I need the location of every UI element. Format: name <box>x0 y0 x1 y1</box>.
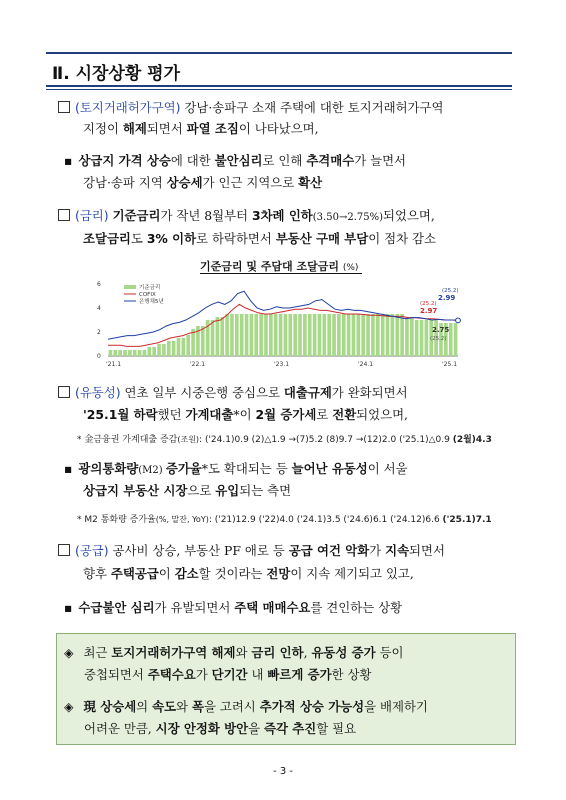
bar-base-rate <box>157 344 161 356</box>
bar-base-rate <box>177 338 181 356</box>
bar-base-rate <box>225 314 229 356</box>
bar-base-rate <box>264 314 268 356</box>
y-tick-label: 6 <box>97 281 101 288</box>
title-rule-top <box>46 52 512 54</box>
bar-base-rate <box>454 323 458 356</box>
bar-base-rate <box>109 350 113 356</box>
bar-base-rate <box>230 314 234 356</box>
checkbox-square-icon <box>58 209 70 221</box>
legend-label: 은행채5년 <box>139 299 164 305</box>
p4-line2: 향후 주택공급이 감소할 것이라는 전망이 지속 제기되고 있고, <box>83 566 414 581</box>
p4-bullet-line1: ▪ 수급불안 심리가 유발되면서 주택 매매수요를 견인하는 상황 <box>64 600 403 615</box>
y-tick-label: 0 <box>97 353 101 360</box>
chart-title: 기준금리 및 주담대 조달금리 (%) <box>200 260 359 273</box>
bar-base-rate <box>113 350 117 356</box>
p3-note1: * 金금융권 가계대출 증감(조원): ('24.1)0.9 (2)△1.9 →(7)5.2 (8)9.7 →(12)2.0 ('25.1)△0.9 (2월)4.3 <box>77 435 492 445</box>
bar-base-rate <box>240 314 244 356</box>
p3-note2: * M2 통화량 증가율(%, 말잔, YoY): ('21)12.9 ('22)4.0 ('24.1)3.5 ('24.6)6.1 ('24.12)6.6 ('25.1)7.1 <box>77 515 492 525</box>
rate-chart <box>88 276 466 378</box>
bar-base-rate <box>449 323 453 356</box>
annotation-bond-value: 2.99 <box>438 294 456 302</box>
bar-base-rate <box>371 314 375 356</box>
p2-line1: (금리) 기준금리가 작년 8월부터 3차례 인하(3.50→2.75%)되었으며, <box>58 208 435 226</box>
bar-base-rate <box>259 314 263 356</box>
bar-base-rate <box>269 314 273 356</box>
x-tick-label: '21.1 <box>106 361 122 368</box>
bar-base-rate <box>147 347 151 356</box>
annotation-base-value: 2.75 <box>432 326 450 334</box>
p3-line2: '25.1월 하락했던 가계대출*이 2월 증가세로 전환되었으며, <box>83 407 408 422</box>
bar-base-rate <box>182 338 186 356</box>
checkbox-square-icon <box>58 386 70 398</box>
p3-line1: (유동성) 연초 일부 시중은행 중심으로 대출규제가 완화되면서 <box>58 385 408 401</box>
square-bullet-icon: ▪ <box>64 600 73 615</box>
x-tick-label: '25.1 <box>442 361 458 368</box>
bar-base-rate <box>391 314 395 356</box>
p1-bullet-line2: 강남·송파 지역 상승세가 인근 지역으로 확산 <box>83 175 323 190</box>
bar-base-rate <box>250 314 254 356</box>
bar-base-rate <box>376 314 380 356</box>
bar-base-rate <box>327 314 331 356</box>
y-tick-label: 4 <box>97 305 101 312</box>
y-tick-label: 2 <box>97 329 101 336</box>
legend-label: COFIX <box>139 292 156 298</box>
square-bullet-icon: ▪ <box>64 461 73 476</box>
p1-line2: 지정이 해제되면서 파열 조짐이 나타났으며, <box>83 121 319 136</box>
section-title: Ⅱ. 시장상황 평가 <box>52 64 181 84</box>
bar-base-rate <box>366 314 370 356</box>
bar-base-rate <box>313 314 317 356</box>
x-tick-label: '22.1 <box>190 361 206 368</box>
box-item1-line1: ◈ 최근 토지거래허가구역 해제와 금리 인하, 유동성 증가 등이 <box>64 645 404 660</box>
annotation-date: (25.2) <box>420 301 437 307</box>
p1-bullet-line1: ▪ 상급지 가격 상승에 대한 불안심리로 인해 추격매수가 늘면서 <box>64 153 407 168</box>
bar-base-rate <box>211 320 215 356</box>
bar-base-rate <box>400 314 404 356</box>
chart-title-underline <box>200 273 362 274</box>
box-item2-line2: 어려운 만큼, 시장 안정화 방안을 즉각 추진할 필요 <box>84 721 357 736</box>
square-bullet-icon: ▪ <box>64 153 73 168</box>
diamond-icon: ◈ <box>64 645 74 660</box>
bar-base-rate <box>293 314 297 356</box>
bar-base-rate <box>133 350 137 356</box>
title-rule-bottom <box>46 85 512 87</box>
bar-base-rate <box>152 347 156 356</box>
bar-base-rate <box>410 317 414 356</box>
bar-base-rate <box>118 350 122 356</box>
bar-base-rate <box>216 317 220 356</box>
bar-base-rate <box>254 314 258 356</box>
bar-base-rate <box>381 314 385 356</box>
bar-base-rate <box>361 314 365 356</box>
bar-base-rate <box>322 314 326 356</box>
bar-base-rate <box>395 314 399 356</box>
bar-base-rate <box>138 350 142 356</box>
bar-base-rate <box>235 314 239 356</box>
bar-base-rate <box>318 314 322 356</box>
bar-base-rate <box>245 314 249 356</box>
bar-base-rate <box>308 314 312 356</box>
bar-base-rate <box>298 314 302 356</box>
checkbox-square-icon <box>58 101 70 113</box>
legend-label: 기준금리 <box>139 285 161 291</box>
p3-bullet-line2: 상급지 부동산 시장으로 유입되는 측면 <box>83 483 292 498</box>
bar-base-rate <box>386 314 390 356</box>
x-tick-label: '23.1 <box>274 361 290 368</box>
bar-base-rate <box>405 317 409 356</box>
bar-base-rate <box>342 314 346 356</box>
bar-base-rate <box>347 314 351 356</box>
bar-base-rate <box>279 314 283 356</box>
bar-base-rate <box>357 314 361 356</box>
bar-base-rate <box>143 350 147 356</box>
p3-bullet-line1: ▪ 광의통화량(M2) 증가율*도 확대되는 등 늘어난 유동성이 서울 <box>64 461 408 476</box>
annotation-date: (25.2) <box>430 336 447 342</box>
p1-line1: (토지거래허가구역) 강남·송파구 소재 주택에 대한 토지거래허가구역 <box>58 100 443 116</box>
diamond-icon: ◈ <box>64 699 74 714</box>
annotation-cofix-value: 2.97 <box>420 307 438 315</box>
bar-base-rate <box>128 350 132 356</box>
box-item2-line1: ◈ 現 상승세의 속도와 폭을 고려시 추가적 상승 가능성을 배제하기 <box>64 699 428 714</box>
bar-base-rate <box>167 341 171 356</box>
box-item1-line2: 중첩되면서 주택수요가 단기간 내 빠르게 증가한 상황 <box>84 667 372 682</box>
checkbox-square-icon <box>58 544 70 556</box>
bar-base-rate <box>303 314 307 356</box>
annotation-date: (25.2) <box>442 288 459 294</box>
p2-line2: 조달금리도 3% 이하로 하락하면서 부동산 구매 부담이 점차 감소 <box>83 231 436 246</box>
bar-base-rate <box>186 335 190 356</box>
bar-base-rate <box>274 314 278 356</box>
legend-swatch <box>124 285 136 289</box>
bar-base-rate <box>201 326 205 356</box>
bar-base-rate <box>352 314 356 356</box>
bar-base-rate <box>332 314 336 356</box>
x-tick-label: '24.1 <box>358 361 374 368</box>
bar-base-rate <box>415 320 419 356</box>
page-number: - 3 - <box>273 766 293 777</box>
bar-base-rate <box>123 350 127 356</box>
p4-line1: (공급) 공사비 상승, 부동산 PF 애로 등 공급 여건 악화가 지속되면서 <box>58 543 445 559</box>
bar-base-rate <box>288 314 292 356</box>
bar-base-rate <box>162 344 166 356</box>
bar-base-rate <box>172 341 176 356</box>
bar-base-rate <box>425 320 429 356</box>
bar-base-rate <box>420 320 424 356</box>
title-rule-bottom-thin <box>46 89 512 90</box>
bar-base-rate <box>220 317 224 356</box>
bar-base-rate <box>337 314 341 356</box>
bar-base-rate <box>284 314 288 356</box>
end-point-marker <box>456 318 461 323</box>
